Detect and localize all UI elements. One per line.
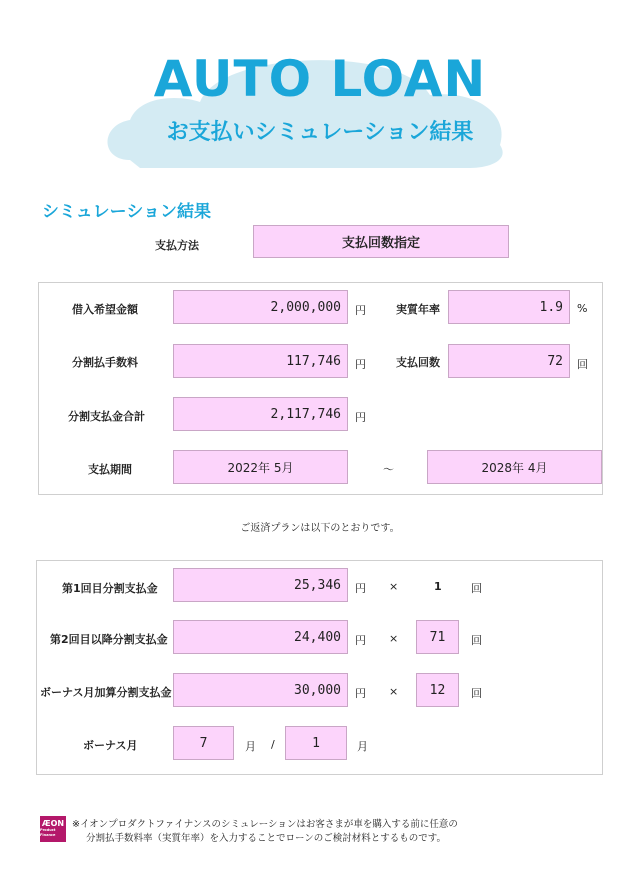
period-end: 2028年 4月 [427, 450, 602, 484]
second-times: 71 [416, 620, 459, 654]
total-unit: 円 [355, 411, 366, 424]
footer-disclaimer [72, 818, 458, 846]
logo-bottom-text: Product Finance [40, 828, 56, 837]
bonus-payment-unit: 円 [355, 687, 366, 700]
plan-note: ご返済プランは以下のとおりです。 [240, 523, 400, 534]
first-times-symbol: × [389, 580, 399, 593]
bonus-month-label: ボーナス月 [83, 739, 138, 752]
second-payment-value: 24,400 [173, 620, 348, 654]
fee-label: 分割払手数料 [72, 356, 138, 369]
section-title: シミュレーション結果 [42, 202, 211, 222]
total-label: 分割支払金合計 [68, 410, 145, 423]
payment-method-label: 支払方法 [155, 239, 199, 252]
loan-amount-label: 借入希望金額 [72, 303, 138, 316]
payment-method-value: 支払回数指定 [253, 225, 509, 258]
aeon-logo [40, 816, 66, 842]
footer-line-1: ※イオンプロダクトファイナンスのシミュレーションはお客さまが車を購入する前に任意の [72, 819, 458, 830]
bonus-month-separator: / [271, 738, 275, 751]
period-separator: ～ [383, 463, 394, 476]
bonus-times-symbol: × [389, 685, 399, 698]
second-payment-label: 第2回目以降分割支払金 [50, 633, 168, 646]
page-title: AUTO LOAN [153, 50, 487, 108]
bonus-payment-label: ボーナス月加算分割支払金 [40, 686, 172, 699]
bonus-times: 12 [416, 673, 459, 707]
bonus-month-2: 1 [285, 726, 347, 760]
loan-amount-value: 2,000,000 [173, 290, 348, 324]
second-payment-unit: 円 [355, 634, 366, 647]
period-label: 支払期間 [88, 463, 132, 476]
second-times-unit: 回 [471, 634, 482, 647]
rate-label: 実質年率 [396, 303, 440, 316]
bonus-payment-value: 30,000 [173, 673, 348, 707]
rate-unit: % [577, 302, 588, 315]
page-subtitle: お支払いシミュレーション結果 [166, 120, 474, 145]
first-payment-label: 第1回目分割支払金 [62, 582, 158, 595]
fee-value: 117,746 [173, 344, 348, 378]
first-payment-unit: 円 [355, 582, 366, 595]
first-times: 1 [434, 580, 442, 593]
first-payment-value: 25,346 [173, 568, 348, 602]
bonus-month-2-unit: 月 [357, 740, 368, 753]
rate-value: 1.9 [448, 290, 570, 324]
footer-line-2: 分割払手数料率（実質年率）を入力することでローンのご検討材料とするものです。 [86, 833, 447, 844]
period-start: 2022年 5月 [173, 450, 348, 484]
first-times-unit: 回 [471, 582, 482, 595]
bonus-month-1-unit: 月 [245, 740, 256, 753]
count-value: 72 [448, 344, 570, 378]
fee-unit: 円 [355, 358, 366, 371]
bonus-times-unit: 回 [471, 687, 482, 700]
bonus-month-1: 7 [173, 726, 234, 760]
second-times-symbol: × [389, 632, 399, 645]
count-unit: 回 [577, 358, 588, 371]
total-value: 2,117,746 [173, 397, 348, 431]
logo-top-text: ÆON [41, 819, 65, 828]
count-label: 支払回数 [396, 356, 440, 369]
loan-amount-unit: 円 [355, 304, 366, 317]
